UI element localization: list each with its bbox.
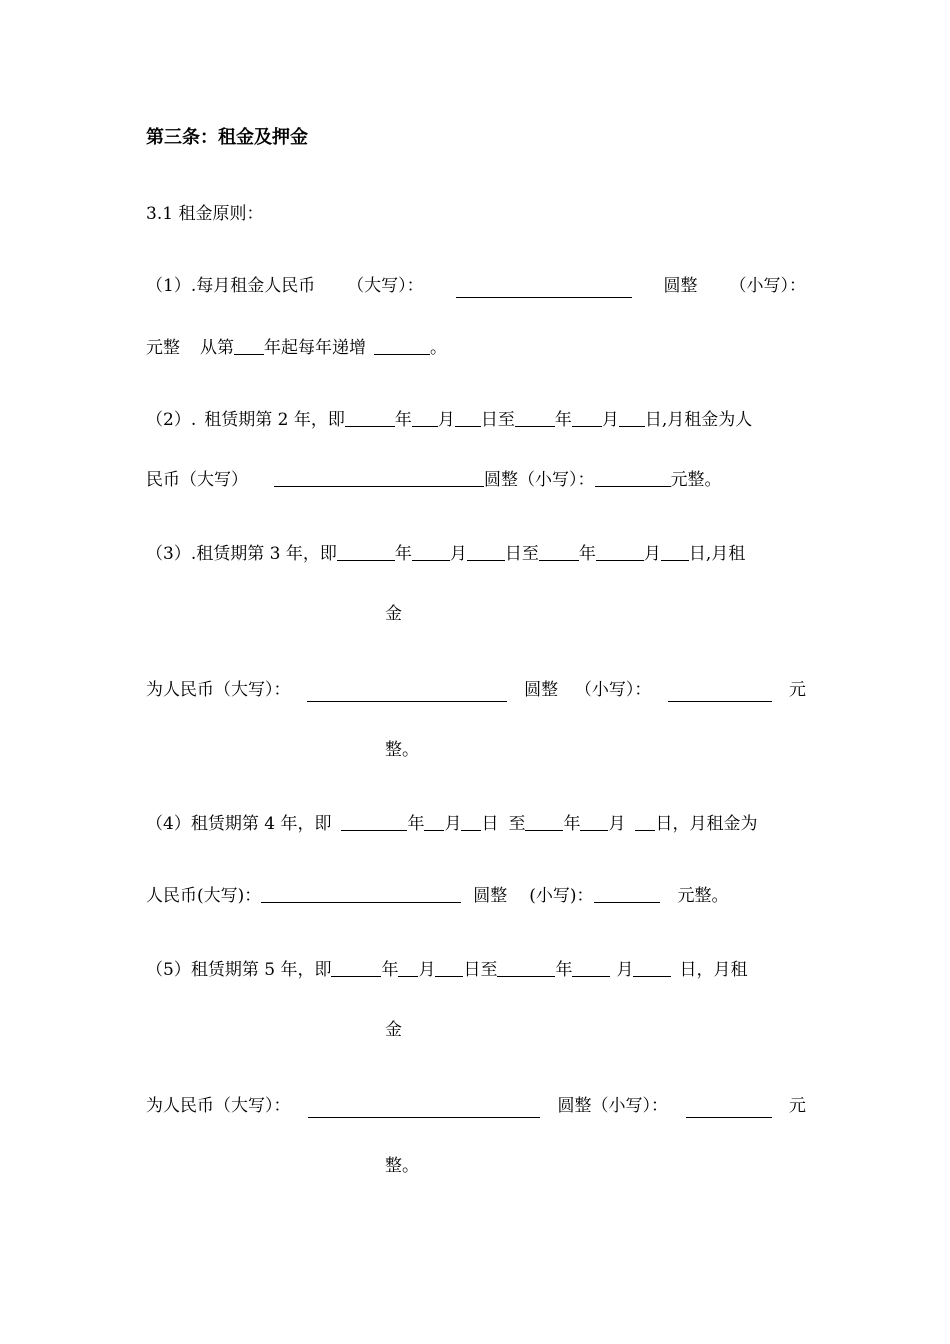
item3-text: 月 <box>449 544 467 564</box>
blank-field[interactable] <box>307 683 507 702</box>
blank-field[interactable] <box>424 812 444 831</box>
item4-text: 至 <box>508 814 526 834</box>
item3-text: 为人民币（大写）： <box>146 680 291 700</box>
item1-line2 <box>146 336 806 360</box>
item5-wrap1: 金 <box>385 1020 402 1040</box>
item2-text: 元整。 <box>670 470 722 490</box>
item4-text: 年 <box>407 814 425 834</box>
blank-field[interactable] <box>398 958 418 977</box>
blank-field[interactable] <box>456 279 632 298</box>
blank-field[interactable] <box>274 468 484 487</box>
blank-field[interactable] <box>435 958 463 977</box>
item5-line1 <box>146 958 806 982</box>
blank-field[interactable] <box>633 958 671 977</box>
item1-text: （小写）： <box>729 276 806 296</box>
item1-text: （1）.每月租金人民币 <box>146 276 316 296</box>
blank-field[interactable] <box>619 408 645 427</box>
item5-text: 月 <box>418 960 436 980</box>
blank-field[interactable] <box>686 1099 772 1118</box>
item2-text: 月 <box>601 410 619 430</box>
section-title: 3.1 租金原则： <box>146 204 264 224</box>
item2-text: 年 <box>554 410 572 430</box>
blank-field[interactable] <box>455 408 481 427</box>
blank-field[interactable] <box>525 812 563 831</box>
blank-field[interactable] <box>635 812 655 831</box>
blank-field[interactable] <box>374 336 430 355</box>
item1-text: 。 <box>430 338 447 358</box>
item2-text: 年 <box>394 410 412 430</box>
item1-line1 <box>146 274 806 298</box>
item5-text: 圆整（小写）： <box>557 1096 668 1116</box>
blank-field[interactable] <box>594 884 660 903</box>
item4-text: (小写)： <box>529 886 594 906</box>
item4-line2 <box>146 884 806 908</box>
article-heading: 第三条：租金及押金 <box>146 127 308 148</box>
item2-text: 日至 <box>480 410 515 430</box>
blank-field[interactable] <box>596 542 644 561</box>
blank-field[interactable] <box>467 542 505 561</box>
blank-field[interactable] <box>234 336 264 355</box>
item2-text: 圆整（小写）： <box>484 470 595 490</box>
item2-line2 <box>146 468 806 492</box>
item2-text: 月 <box>437 410 455 430</box>
item3-text: 圆整 <box>524 680 559 700</box>
item4-text: 圆整 <box>473 886 508 906</box>
blank-field[interactable] <box>515 408 555 427</box>
blank-field[interactable] <box>261 884 461 903</box>
item3-text: 日至 <box>504 544 539 564</box>
blank-field[interactable] <box>661 542 689 561</box>
item4-text: 日，月租金为 <box>655 814 758 834</box>
item1-text: 元整 <box>146 338 180 358</box>
item3-text: （3）.租赁期第 3 年，即 <box>146 544 337 564</box>
item3-line1 <box>146 542 806 566</box>
blank-field[interactable] <box>345 408 395 427</box>
item5-text: 月 <box>616 960 634 980</box>
item4-text: 月 <box>444 814 462 834</box>
item2-line1 <box>146 408 806 432</box>
blank-field[interactable] <box>412 408 438 427</box>
item4-text: 年 <box>563 814 581 834</box>
blank-field[interactable] <box>572 408 602 427</box>
item3-text: 日,月租 <box>688 544 746 564</box>
blank-field[interactable] <box>572 958 610 977</box>
item2-text: 租赁期第 2 年，即 <box>204 410 345 430</box>
item5-wrap2: 整。 <box>385 1156 419 1176</box>
blank-field[interactable] <box>497 958 555 977</box>
item5-text: 年 <box>381 960 399 980</box>
item4-text: 人民币(大写)： <box>146 886 262 906</box>
item2-text: 日,月租金为人 <box>644 410 753 430</box>
item1-text: 从第 <box>200 338 234 358</box>
item1-text: 年起每年递增 <box>264 338 366 358</box>
item3-text: 元 <box>788 680 806 700</box>
blank-field[interactable] <box>580 812 608 831</box>
blank-field[interactable] <box>412 542 450 561</box>
blank-field[interactable] <box>308 1099 540 1118</box>
item5-text: 日至 <box>463 960 498 980</box>
item2-text: （2）. <box>146 410 197 430</box>
item3-text: （小写）： <box>574 680 652 700</box>
item3-wrap2: 整。 <box>385 740 419 760</box>
item1-text: 圆整 <box>663 276 698 296</box>
item4-line1 <box>146 812 806 836</box>
item5-text: 年 <box>555 960 573 980</box>
item3-line2 <box>146 678 806 702</box>
item2-text: 民币（大写） <box>146 470 248 490</box>
blank-field[interactable] <box>337 542 395 561</box>
item5-text: 元 <box>789 1096 806 1116</box>
item1-text: （大写）： <box>347 276 424 296</box>
item3-wrap1: 金 <box>385 604 402 624</box>
item3-text: 年 <box>394 544 412 564</box>
item4-text: （4）租赁期第 4 年，即 <box>146 814 332 834</box>
item4-text: 元整。 <box>677 886 729 906</box>
item5-line2 <box>146 1094 806 1118</box>
item5-text: （5）租赁期第 5 年，即 <box>146 960 332 980</box>
blank-field[interactable] <box>331 958 381 977</box>
item5-text: 为人民币（大写）： <box>146 1096 291 1116</box>
item4-text: 日 <box>481 814 499 834</box>
item4-text: 月 <box>608 814 626 834</box>
item3-text: 年 <box>578 544 596 564</box>
blank-field[interactable] <box>461 812 481 831</box>
item3-text: 月 <box>643 544 661 564</box>
blank-field[interactable] <box>539 542 579 561</box>
blank-field[interactable] <box>595 468 671 487</box>
blank-field[interactable] <box>341 812 407 831</box>
item5-text: 日，月租 <box>679 960 748 980</box>
blank-field[interactable] <box>668 683 772 702</box>
